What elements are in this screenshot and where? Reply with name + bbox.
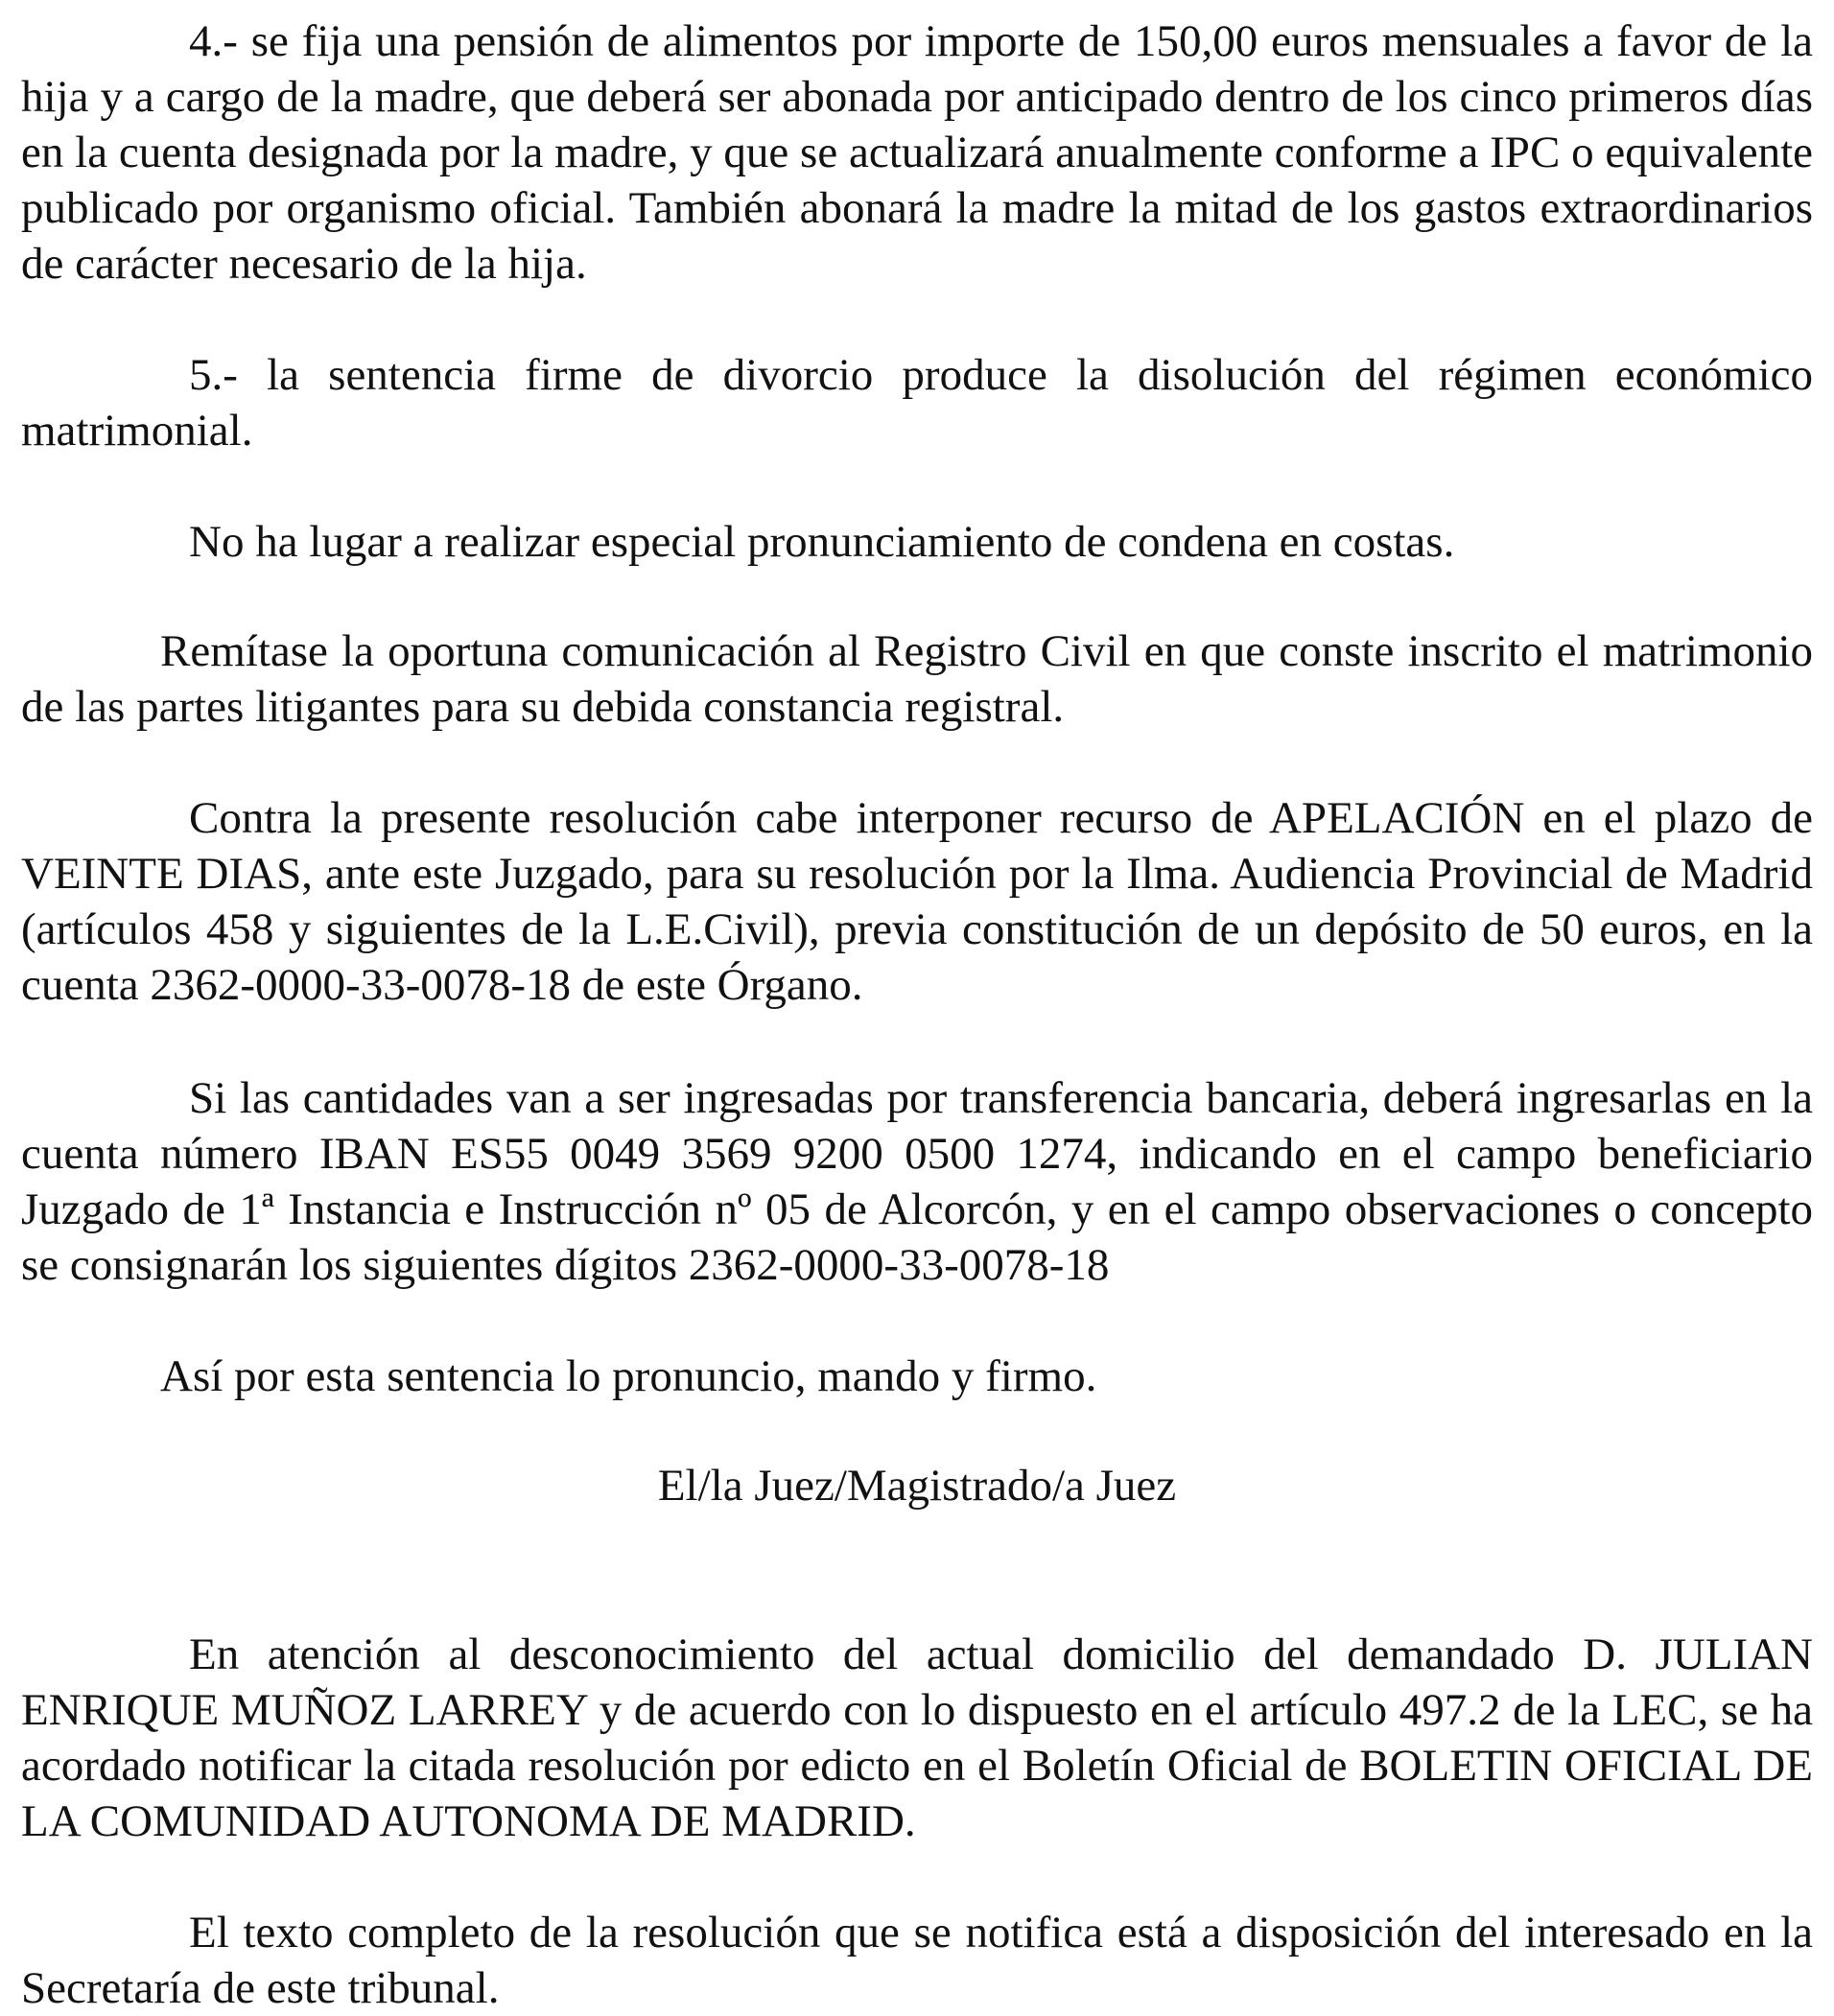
paragraph-recurso-apelacion: Contra la presente resolución cabe interponer recurso de APELACIÓN en el plazo de VEINTE DIAS, ante este Juzgado, para su resolución por la Ilma. Audiencia Provincial de Madrid (artículos 458 y siguientes de la L.E.Civil), previa constitución de un depósito de 50 euros, en la cuenta 2362-0000-33-0078-18 de este Órgano. (21, 793, 1813, 1010)
paragraph-alimentos: 4.- se fija una pensión de alimentos por importe de 150,00 euros mensuales a favor de la hija y a cargo de la madre, que deberá ser abonada por anticipado dentro de los cinco primeros días en la cuenta designada por la madre, y que se actualizará anualmente conforme a IPC o equivalente publicado por organismo oficial. También abonará la madre la mitad de los gastos extraordinarios de carácter necesario de la hija. (21, 16, 1813, 289)
paragraph-disolucion-regimen: 5.- la sentencia firme de divorcio produce la disolución del régimen económico matrimonial. (21, 350, 1813, 456)
paragraph-transferencia-bancaria: Si las cantidades van a ser ingresadas por transferencia bancaria, deberá ingresarlas en la cuenta número IBAN ES55 0049 3569 9200 0500 1274, indicando en el campo beneficiario Juzgado de 1ª Instancia e Instrucción nº 05 de Alcorcón, y en el campo observaciones o concepto se consignarán los siguientes dígitos 2362-0000-33-0078-18 (21, 1073, 1813, 1290)
signature-line: El/la Juez/Magistrado/a Juez (657, 1461, 1177, 1511)
paragraph-texto-completo: El texto completo de la resolución que se notifica está a disposición del interesado en la Secretaría de este tribunal. (21, 1908, 1813, 2013)
paragraph-registro-civil: Remítase la oportuna comunicación al Registro Civil en que conste inscrito el matrimonio de las partes litigantes para su debida constancia registral. (21, 626, 1813, 732)
paragraph-costas: No ha lugar a realizar especial pronunciamiento de condena en costas. (189, 517, 1455, 567)
paragraph-notificacion-edicto: En atención al desconocimiento del actual domicilio del demandado D. JULIAN ENRIQUE MUÑOZ LARREY y de acuerdo con lo dispuesto en el artículo 497.2 de la LEC, se ha acordado notificar la citada resolución por edicto en el Boletín Oficial de BOLETIN OFICIAL DE LA COMUNIDAD AUTONOMA DE MADRID. (21, 1629, 1813, 1846)
paragraph-pronuncio-firmo: Así por esta sentencia lo pronuncio, mando y firmo. (160, 1351, 1097, 1401)
